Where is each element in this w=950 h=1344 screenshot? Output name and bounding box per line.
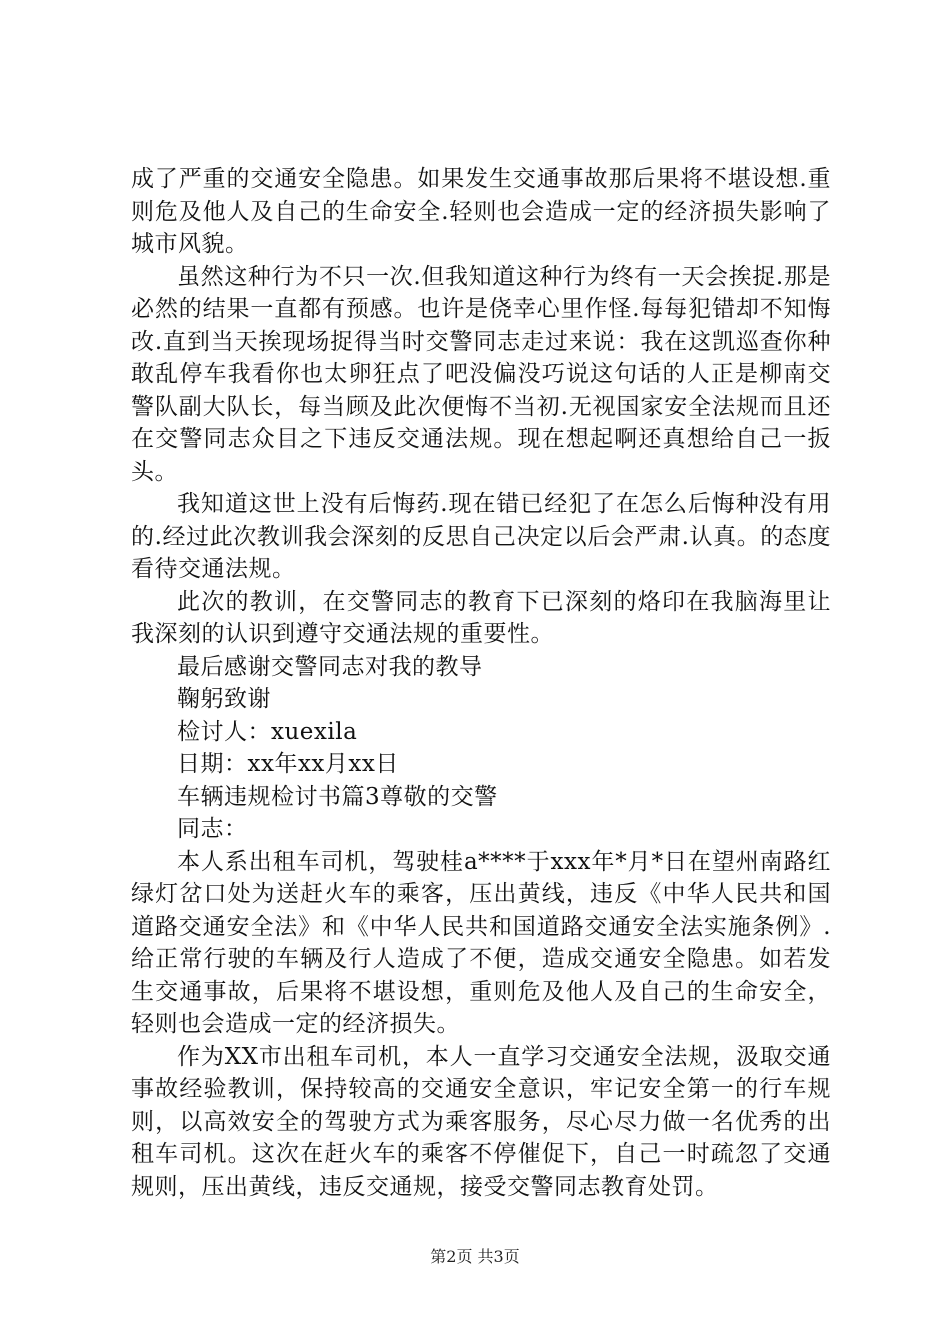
paragraph-driver-statement: 作为XX市出租车司机，本人一直学习交通安全法规，汲取交通事故经验教训，保持较高的交通安全意识，牢记安全第一的行车规则，以高效安全的驾驶方式为乘客服务，尽心尽力做一名优秀的出租车司机。这次在赶火车的乘客不停催促下，自己一时疏忽了交通规则，压出黄线，违反交通规，接受交警同志教育处罚。 xyxy=(131,1043,831,1200)
paragraph-incident-description: 本人系出租车司机，驾驶桂a****于xxx年*月*日在望州南路红绿灯岔口处为送赶火车的乘客，压出黄线，违反《中华人民共和国道路交通安全法》和《中华人民共和国道路交通安全法实施条例》.给正常行驶的车辆及行人造成了不便，造成交通安全隐患。如若发生交通事故，后果将不堪设想，重则危及他人及自己的生命安全，轻则也会造成一定的经济损失。 xyxy=(131,848,831,1037)
signature-author: 检讨人：xuexila xyxy=(177,718,358,745)
salutation: 同志： xyxy=(177,816,248,842)
page-number-footer: 第2页 共3页 xyxy=(430,1247,520,1266)
closing-bow: 鞠躬致谢 xyxy=(177,686,271,712)
closing-thanks: 最后感谢交警同志对我的教导 xyxy=(177,653,483,680)
paragraph-lesson-learned: 此次的教训，在交警同志的教育下已深刻的烙印在我脑海里让我深刻的认识到遵守交通法规的重要性。 xyxy=(131,588,831,647)
paragraph-no-regret-medicine: 我知道这世上没有后悔药.现在错已经犯了在怎么后悔种没有用的.经过此次教训我会深刻的反思自己决定以后会严肃.认真。的态度看待交通法规。 xyxy=(131,491,831,582)
document-body xyxy=(131,163,831,1203)
signature-date: 日期：xx年xx月xx日 xyxy=(177,751,399,777)
paragraph-repeated-offense: 虽然这种行为不只一次.但我知道这种行为终有一天会挨捉.那是必然的结果一直都有预感。也许是侥幸心里作怪.每每犯错却不知悔改.直到当天挨现场捉得当时交警同志走过来说：我在这凯巡查你种敢乱停车我看你也太卵狂点了吧没偏没巧说这句话的人正是柳南交警队副大队长，每当顾及此次便悔不当初.无视国家安全法规而且还在交警同志众目之下违反交通法规。现在想起啊还真想给自己一扳头。 xyxy=(131,263,831,485)
paragraph-continuation: 成了严重的交通安全隐患。如果发生交通事故那后果将不堪设想.重则危及他人及自己的生命安全.轻则也会造成一定的经济损失影响了城市风貌。 xyxy=(131,166,831,257)
section-heading: 车辆违规检讨书篇3尊敬的交警 xyxy=(177,783,498,810)
